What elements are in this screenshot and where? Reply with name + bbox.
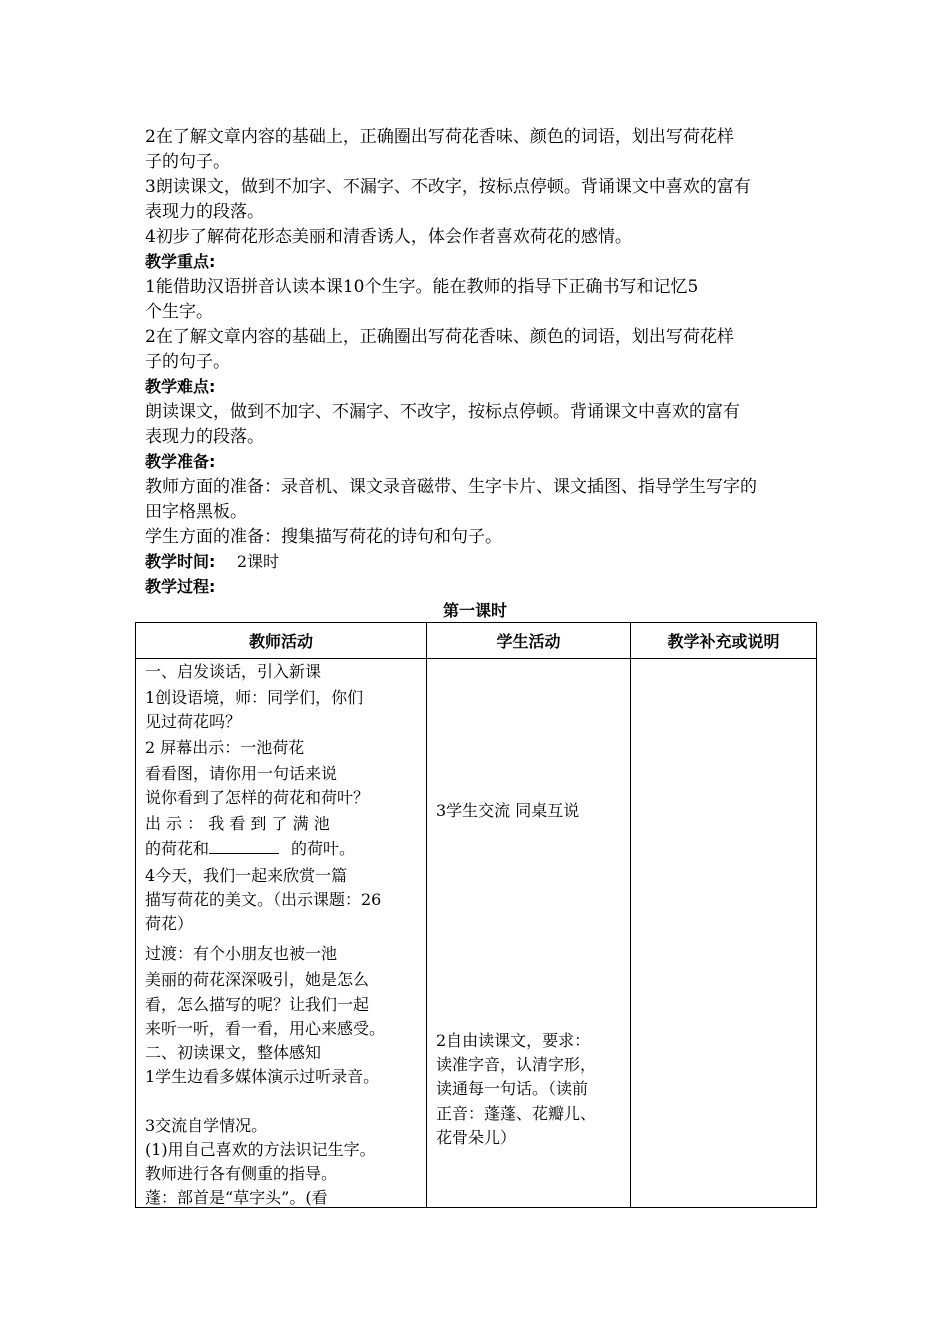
teacher-line: 看，怎么描写的呢？让我们一起	[145, 995, 370, 1014]
fill-in-blank-line	[145, 837, 355, 861]
teacher-activity-cell	[136, 659, 427, 1208]
preparation-line: 田字格黑板。	[145, 502, 247, 522]
notes-cell	[631, 659, 817, 1208]
student-line: 读准字音，认清字形，	[436, 1055, 597, 1074]
header-teacher-activity: 教师活动	[136, 623, 427, 659]
student-line: 花骨朵儿）	[436, 1128, 517, 1147]
preparation-heading: 教学准备:	[145, 452, 216, 471]
key-point-line: 个生字。	[145, 302, 213, 322]
teacher-line: 1学生边看多媒体演示过听录音。	[145, 1067, 380, 1086]
key-point-line: 2在了解文章内容的基础上，正确圈出写荷花香味、颜色的词语，划出写荷花样	[145, 327, 734, 347]
blank-line	[209, 837, 279, 854]
table-header-row	[136, 623, 817, 659]
header-notes: 教学补充或说明	[631, 623, 817, 659]
teacher-line: 荷花）	[145, 914, 194, 933]
objective-3-line-1: 3朗读课文，做到不加字、不漏字、不改字，按标点停顿。背诵课文中喜欢的富有	[145, 177, 751, 197]
teacher-line: 2 屏幕出示：一池荷花	[145, 738, 305, 757]
difficult-point-line: 朗读课文，做到不加字、不漏字、不改字，按标点停顿。背诵课文中喜欢的富有	[145, 402, 740, 422]
student-line: 3学生交流 同桌互说	[436, 801, 580, 820]
preparation-line: 教师方面的准备：录音机、课文录音磁带、生字卡片、课文插图、指导学生写字的	[145, 477, 757, 497]
lesson-plan-table	[135, 622, 817, 1208]
objective-3-line-2: 表现力的段落。	[145, 202, 264, 222]
student-line: 读通每一句话。（读前	[436, 1079, 589, 1098]
teacher-line: 看看图，请你用一句话来说	[145, 764, 338, 783]
teacher-line: 美丽的荷花深深吸引，她是怎么	[145, 970, 370, 989]
key-point-line: 1能借助汉语拼音认读本课10个生字。能在教师的指导下正确书写和记忆5	[145, 277, 699, 297]
header-student-activity: 学生活动	[427, 623, 631, 659]
student-activity-cell	[427, 659, 631, 1208]
table-body-row	[136, 659, 817, 1208]
teacher-line: 说你看到了怎样的荷花和荷叶？	[145, 788, 370, 807]
key-points-heading: 教学重点:	[145, 252, 216, 271]
lesson-title: 第一课时	[442, 601, 507, 620]
key-point-line: 子的句子。	[145, 352, 230, 372]
teacher-line: 一、启发谈话，引入新课	[145, 662, 322, 681]
difficult-points-heading: 教学难点:	[145, 377, 216, 396]
teaching-time-row	[145, 549, 279, 575]
student-line: 2自由读课文，要求：	[436, 1031, 591, 1050]
teacher-line: 的荷叶。	[291, 839, 356, 858]
teacher-line: 4今天，我们一起来欣赏一篇	[145, 866, 348, 885]
teacher-line: 来听一听，看一看，用心来感受。	[145, 1019, 386, 1038]
preparation-line: 学生方面的准备：搜集描写荷花的诗句和句子。	[145, 527, 502, 547]
teacher-line: 1创设语境，师：同学们，你们	[145, 688, 364, 707]
teacher-line: 出 示 ： 我 看 到 了 满 池	[145, 814, 330, 833]
teacher-line: (1)用自己喜欢的方法识记生字。	[145, 1140, 376, 1159]
teacher-line: 见过荷花吗？	[145, 712, 242, 731]
student-line: 正音：蓬蓬、花瓣儿、	[436, 1104, 597, 1123]
teacher-line: 3交流自学情况。	[145, 1116, 268, 1135]
teacher-line: 的荷花和	[145, 839, 210, 858]
teacher-line: 描写荷花的美文。（出示课题：26	[145, 890, 382, 909]
teaching-time-heading: 教学时间:	[145, 552, 216, 571]
objective-2-line-2: 子的句子。	[145, 152, 230, 172]
teaching-process-heading: 教学过程:	[145, 577, 216, 596]
objective-2-line-1: 2在了解文章内容的基础上，正确圈出写荷花香味、颜色的词语，划出写荷花样	[145, 127, 734, 147]
teacher-line: 二、初读课文，整体感知	[145, 1043, 322, 1062]
teaching-time-value: 2课时	[236, 552, 279, 571]
objective-4-line: 4初步了解荷花形态美丽和清香诱人，体会作者喜欢荷花的感情。	[145, 227, 632, 247]
teacher-line: 蓬：部首是“草字头”。(看	[145, 1188, 328, 1207]
teacher-line: 过渡：有个小朋友也被一池	[145, 944, 338, 963]
difficult-point-line: 表现力的段落。	[145, 427, 264, 447]
teacher-line: 教师进行各有侧重的指导。	[145, 1164, 338, 1183]
